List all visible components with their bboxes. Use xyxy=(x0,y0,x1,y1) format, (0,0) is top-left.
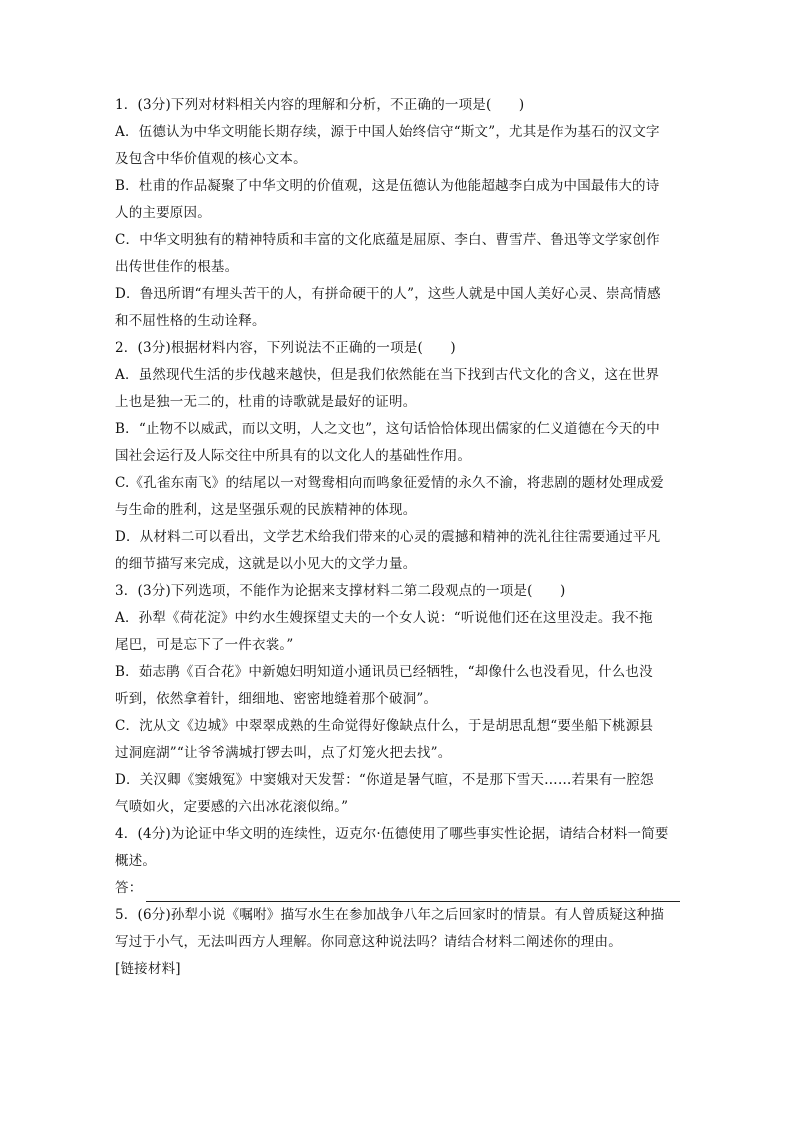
option-d: D．关汉卿《窦娥冤》中窦娥对天发誓：“你道是暑气暄，不是那下雪天……若果有一腔怨 气喷如火，定要感的六出冰花滚似绵。” xyxy=(115,772,654,815)
option-c: C．沈从文《边城》中翠翠成熟的生命觉得好像缺点什么，于是胡思乱想“要坐船下桃源县 过洞庭湖”“让爷爷满城打锣去叫，点了灯笼火把去找”。 xyxy=(115,718,654,761)
question-stem: 1．(3分)下列对材料相关内容的理解和分析，不正确的一项是( ) xyxy=(115,97,525,113)
question-stem: 5．(6分)孙犁小说《嘱咐》描写水生在参加战争八年之后回家时的情景。有人曾质疑这种描 xyxy=(115,907,665,923)
option-a: A．伍德认为中华文明能长期存续，源于中国人始终信守“斯文”，尤其是作为基石的汉文字 及包含中华价值观的核心文本。 xyxy=(115,124,660,167)
question-stem: 4．(4分)为论证中华文明的连续性，迈克尔·伍德使用了哪些事实性论据，请结合材料一简要 xyxy=(115,826,669,842)
option-d: D．从材料二可以看出，文学艺术给我们带来的心灵的震撼和精神的洗礼往往需要通过平凡 的细节描写来完成，这就是以小见大的文学力量。 xyxy=(115,529,661,572)
question-stem-cont: 概述。 xyxy=(115,853,157,869)
question-stem: 2．(3分)根据材料内容，下列说法不正确的一项是( ) xyxy=(115,340,456,356)
option-b: B．茹志鹃《百合花》中新媳妇明知道小通讯员已经牺牲，“却像什么也没看见，什么也没 听到，依然拿着针，细细地、密密地缝着那个破洞”。 xyxy=(115,664,653,707)
option-a: A．孙犁《荷花淀》中约水生嫂探望丈夫的一个女人说：“听说他们还在这里没走。我不拖 尾巴，可是忘下了一件衣裳。” xyxy=(115,610,653,653)
question-stem: 3．(3分)下列选项，不能作为论据来支撑材料二第二段观点的一项是( ) xyxy=(115,583,566,599)
option-a: A．虽然现代生活的步伐越来越快，但是我们依然能在当下找到古代文化的含义，这在世界 上也是独一无二的，杜甫的诗歌就是最好的证明。 xyxy=(115,367,660,410)
exam-page xyxy=(115,92,680,983)
answer-label: 答： xyxy=(115,880,143,896)
answer-line[interactable] xyxy=(115,875,680,902)
question-1 xyxy=(115,92,680,335)
option-d: D．鲁迅所谓“有埋头苦干的人，有拼命硬干的人”，这些人就是中国人美好心灵、崇高情感 和不屈性格的生动诠释。 xyxy=(115,286,661,329)
option-c: C．中华文明独有的精神特质和丰富的文化底蕴是屈原、李白、曹雪芹、鲁迅等文学家创作 出传世佳作的根基。 xyxy=(115,232,660,275)
question-3 xyxy=(115,578,680,821)
option-b: B．杜甫的作品凝聚了中华文明的价值观，这是伍德认为他能超越李白成为中国最伟大的诗 人的主要原因。 xyxy=(115,178,660,221)
answer-underline[interactable] xyxy=(146,883,680,902)
option-b: B．“止物不以威武，而以文明，人之文也”，这句话恰恰体现出儒家的仁义道德在今天的中 国社会运行及人际交往中所具有的以文化人的基础性作用。 xyxy=(115,421,660,464)
question-2 xyxy=(115,335,680,578)
option-c: C.《孔雀东南飞》的结尾以一对鸳鸯相向而鸣象征爱情的永久不渝，将悲剧的题材处理成爱 与生命的胜利，这是坚强乐观的民族精神的体现。 xyxy=(115,475,664,518)
question-4 xyxy=(115,821,680,902)
link-material-label: [链接材料] xyxy=(115,961,181,977)
question-5 xyxy=(115,902,680,983)
question-stem-cont: 写过于小气，无法叫西方人理解。你同意这种说法吗？请结合材料二阐述你的理由。 xyxy=(115,934,622,950)
